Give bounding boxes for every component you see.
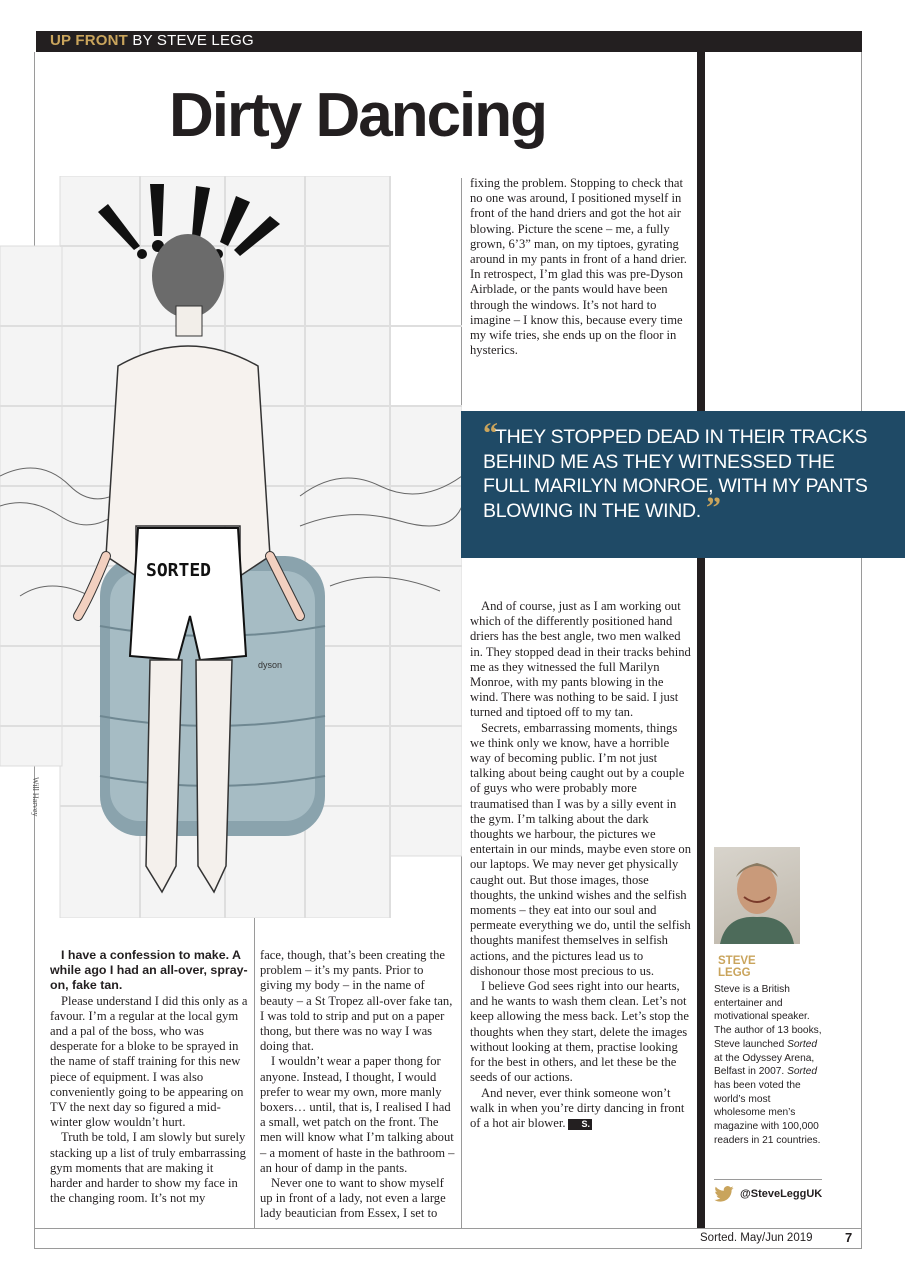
footer-rule: [34, 1228, 862, 1229]
paragraph: face, though, that’s been creating the problem – it’s my pants. Prior to giving my body – in the name of beauty – a St Tropez all-over fake tan, I was told to strip and put on a paper thong, but there was no way I was doing that.: [260, 948, 453, 1054]
open-quote-icon: “: [483, 417, 495, 450]
pull-quote-box: [461, 411, 905, 558]
author-bio: [714, 983, 822, 1147]
twitter-handle-row[interactable]: [714, 1186, 822, 1202]
author-name-last: LEGG: [718, 966, 751, 979]
bio-em: Sorted: [787, 1066, 818, 1078]
section-header-bar: [36, 31, 862, 52]
column-1: [50, 948, 248, 1206]
author-name-first: STEVE: [718, 955, 756, 967]
twitter-icon: [714, 1186, 734, 1202]
author-photo: [714, 847, 800, 944]
illustration-credit: Will Harvey: [31, 777, 40, 817]
bio-part: at the Odyssey Arena, Belfast in 2007.: [714, 1052, 815, 1078]
paragraph: Please understand I did this only as a favour. I’m a regular at the local gym and a pal of the boss, who was desperate for a bloke to be sprayed in the name of staff training for this new piece of equipment. I was also conveniently going to be appearing on TV the next day so figured a mid-winter glow wouldn’t hurt.: [50, 993, 248, 1130]
sidebar-divider: [697, 52, 705, 1228]
bio-part: has been voted the world’s most wholesome men’s magazine with 100,000 readers in 21 countries.: [714, 1079, 821, 1146]
paragraph-last: [470, 1086, 692, 1132]
pull-quote-text: THEY STOPPED DEAD IN THEIR TRACKS BEHIND ME AS THEY WITNESSED THE FULL MARILYN MONROE, WITH MY PANTS BLOWING IN THE WIND.: [483, 426, 868, 522]
footer-issue: Sorted. May/Jun 2019: [700, 1232, 813, 1244]
frame-right: [861, 52, 862, 1248]
paragraph: And of course, just as I am working out which of the differently positioned hand driers has the best angle, two men walked in. They stopped dead in their tracks behind me as they witnessed the full Marilyn Monroe, with my pants blowing in the wind. There was nothing to be said. I just turned and tiptoed off to my tan.: [470, 599, 691, 720]
paragraph: I wouldn’t wear a paper thong for anyone. Instead, I thought, I would prefer to wear my own, more manly boxers… until, that is, I realised I had a small, wet patch on the front. The men will know what I’m talking about – a moment of haste in the bathroom – an hour of damp in the pants.: [260, 1054, 455, 1175]
paragraph-last-text: And never, ever think someone won’t walk in when you’re dirty dancing in front of a hot air blower.: [470, 1085, 685, 1130]
paragraph: Never one to want to show myself up in front of a lady, not even a large lady beautician from Essex, I set to: [260, 1176, 446, 1221]
end-mark: S.: [568, 1119, 592, 1130]
frame-bottom: [34, 1248, 862, 1249]
column-divider-1: [254, 918, 255, 1228]
paragraph: Secrets, embarrassing moments, things we think only we know, have a horrible way of becoming public. I’m not just talking about being caught out by a couple of guys who were probably more traumatised than I was by a silly event in the gym. I’m talking about the dark thoughts we harbour, the pictures we entertain in our minds, maybe even store on our laptops. We may never get physically caught out. But those images, those thoughts, the unkind wishes and the selfish moments – they eat into our soul and permeate everything we do, until the selfish thoughts manifest themselves in selfish actions, and the pictures lead us to dishonour those most precious to us.: [470, 720, 692, 978]
paragraph: I believe God sees right into our hearts, and he wants to wash them clean. Let’s not keep allowing the mess back. Let’s stop the thoughts when they start, delete the images without looking at them, practise looking for the best in others, and let these be the seeds of our actions.: [470, 979, 689, 1085]
paragraph: fixing the problem. Stopping to check that no one was around, I positioned myself in front of the hand driers and got the hot air blowing. Picture the scene – me, a fully grown, 6’3” man, on my tiptoes, gyrating around in my pants in front of a hand drier. In retrospect, I’m glad this was pre-Dyson Airblade, or the pants would have been through the windows. It’s not hard to imagine – I know this, because every time my wife tries, she ends up on the floor in hysterics.: [470, 176, 687, 358]
column-2: [260, 948, 456, 1222]
section-label: UP FRONT: [50, 32, 128, 49]
column-3: [470, 599, 692, 1131]
bio-separator: [714, 1179, 822, 1180]
column-mid-top: [470, 176, 692, 358]
illustration-svg: [0, 176, 462, 918]
page-number: 7: [845, 1230, 853, 1245]
lede: I have a confession to make. A while ago I had an all-over, spray-on, fake tan.: [50, 948, 248, 993]
byline: BY STEVE LEGG: [132, 32, 254, 49]
article-title: Dirty Dancing: [168, 81, 547, 150]
section-header: [50, 32, 254, 49]
illustration: [0, 176, 462, 918]
author-name: [718, 956, 756, 979]
pull-quote: [483, 417, 883, 524]
twitter-handle: @SteveLeggUK: [740, 1188, 823, 1200]
dryer-brand: dyson: [258, 660, 283, 670]
boxers-label: SORTED: [146, 560, 212, 581]
close-quote-icon: ”: [706, 490, 719, 524]
bio-part: Steve is a British entertainer and motivational speaker. The author of 13 books, Steve launched: [714, 984, 822, 1050]
bio-em: Sorted: [787, 1038, 818, 1050]
paragraph: Truth be told, I am slowly but surely stacking up a list of truly embarrassing gym moments that are making it harder and harder to show my face in the changing room. It’s not my: [50, 1130, 246, 1206]
